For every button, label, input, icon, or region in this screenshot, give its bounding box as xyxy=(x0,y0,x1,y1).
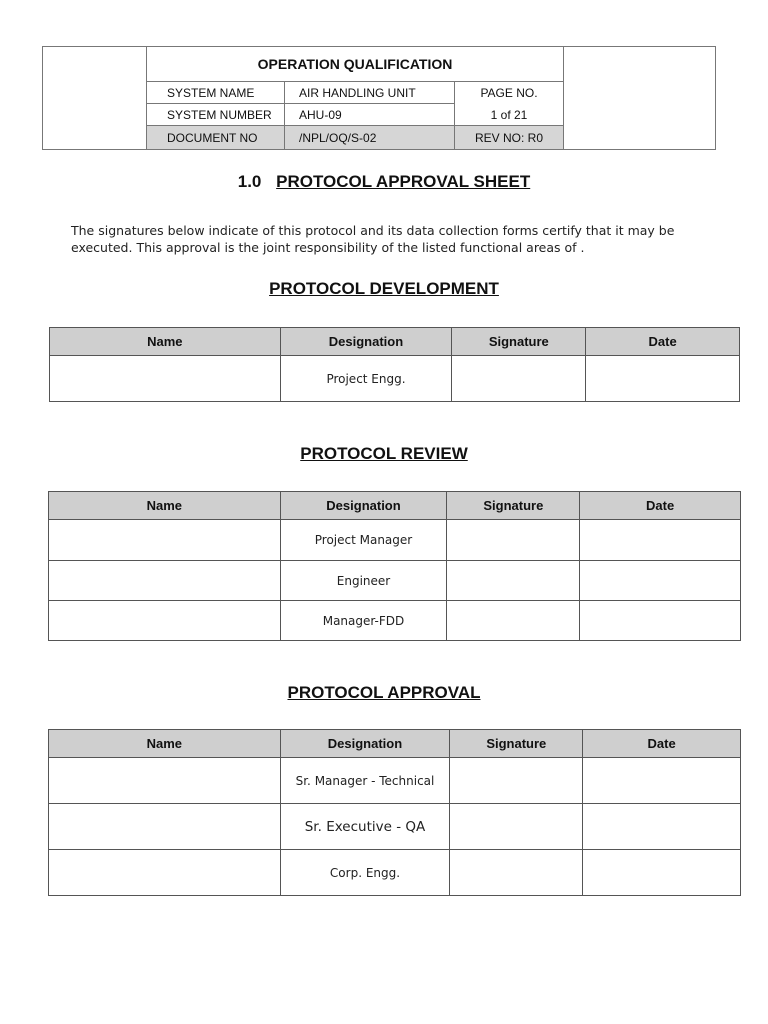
document-header xyxy=(42,46,716,150)
header-cell: /NPL/OQ/S-02 xyxy=(285,126,455,149)
column-header-name: Name xyxy=(49,730,281,758)
table-row xyxy=(49,601,741,641)
designation-cell: Engineer xyxy=(280,561,447,601)
designation-cell: Manager-FDD xyxy=(280,601,447,641)
header-title: OPERATION QUALIFICATION xyxy=(147,47,563,82)
signature-cell xyxy=(452,356,586,402)
intro-paragraph: The signatures below indicate of this protocol and its data collection forms certify that it may be executed. This approval is the joint responsibility of the listed functional areas of . xyxy=(71,223,675,255)
column-header-signature: Signature xyxy=(452,328,586,356)
signature-cell xyxy=(450,758,583,804)
column-header-signature: Signature xyxy=(447,492,580,520)
heading-number: 1.0 xyxy=(237,172,262,191)
table-header-row xyxy=(49,492,741,520)
header-right-blank-cell xyxy=(563,47,715,149)
table-header-row xyxy=(49,730,741,758)
table-row xyxy=(49,850,741,896)
designation-cell: Sr. Manager - Technical xyxy=(280,758,450,804)
header-cell: PAGE NO. xyxy=(480,86,538,100)
name-cell xyxy=(49,804,281,850)
column-header-designation: Designation xyxy=(280,730,450,758)
section-title-development: PROTOCOL DEVELOPMENT xyxy=(269,279,499,298)
table-row xyxy=(49,520,741,561)
column-header-date: Date xyxy=(583,730,741,758)
designation-cell: Sr. Executive - QA xyxy=(280,804,450,850)
name-cell xyxy=(49,601,281,641)
column-header-signature: Signature xyxy=(450,730,583,758)
column-header-designation: Designation xyxy=(280,492,447,520)
table-header-row xyxy=(50,328,740,356)
signature-cell xyxy=(447,601,580,641)
header-cell: REV NO: R0 xyxy=(455,126,563,149)
header-cell: AHU-09 xyxy=(285,104,455,126)
signature-cell xyxy=(447,561,580,601)
date-cell xyxy=(580,561,741,601)
date-cell xyxy=(583,804,741,850)
development-table xyxy=(49,327,740,402)
header-row xyxy=(147,82,563,104)
column-header-designation: Designation xyxy=(280,328,452,356)
header-cell: DOCUMENT NO xyxy=(147,126,285,149)
header-cell: SYSTEM NAME xyxy=(147,82,285,104)
column-header-date: Date xyxy=(586,328,740,356)
date-cell xyxy=(583,758,741,804)
header-cell: AIR HANDLING UNIT xyxy=(285,82,455,104)
section-title-review: PROTOCOL REVIEW xyxy=(300,444,468,463)
designation-cell: Corp. Engg. xyxy=(280,850,450,896)
name-cell xyxy=(50,356,281,402)
name-cell xyxy=(49,850,281,896)
header-row xyxy=(147,126,563,149)
table-row xyxy=(49,804,741,850)
page-heading xyxy=(0,172,768,192)
designation-cell: Project Engg. xyxy=(280,356,452,402)
column-header-name: Name xyxy=(50,328,281,356)
header-cell: SYSTEM NUMBER xyxy=(147,104,285,126)
column-header-name: Name xyxy=(49,492,281,520)
designation-cell: Project Manager xyxy=(280,520,447,561)
heading-title: PROTOCOL APPROVAL SHEET xyxy=(276,172,531,191)
name-cell xyxy=(49,561,281,601)
column-header-date: Date xyxy=(580,492,741,520)
section-title-approval: PROTOCOL APPROVAL xyxy=(287,683,481,702)
header-row xyxy=(147,104,563,126)
date-cell xyxy=(580,601,741,641)
table-row xyxy=(49,758,741,804)
table-row xyxy=(49,561,741,601)
name-cell xyxy=(49,520,281,561)
table-row xyxy=(50,356,740,402)
date-cell xyxy=(583,850,741,896)
date-cell xyxy=(586,356,740,402)
name-cell xyxy=(49,758,281,804)
date-cell xyxy=(580,520,741,561)
signature-cell xyxy=(450,804,583,850)
approval-table xyxy=(48,729,741,896)
header-left-blank-cell xyxy=(43,47,147,149)
review-table xyxy=(48,491,741,641)
signature-cell xyxy=(447,520,580,561)
signature-cell xyxy=(450,850,583,896)
header-cell: 1 of 21 xyxy=(455,104,563,126)
